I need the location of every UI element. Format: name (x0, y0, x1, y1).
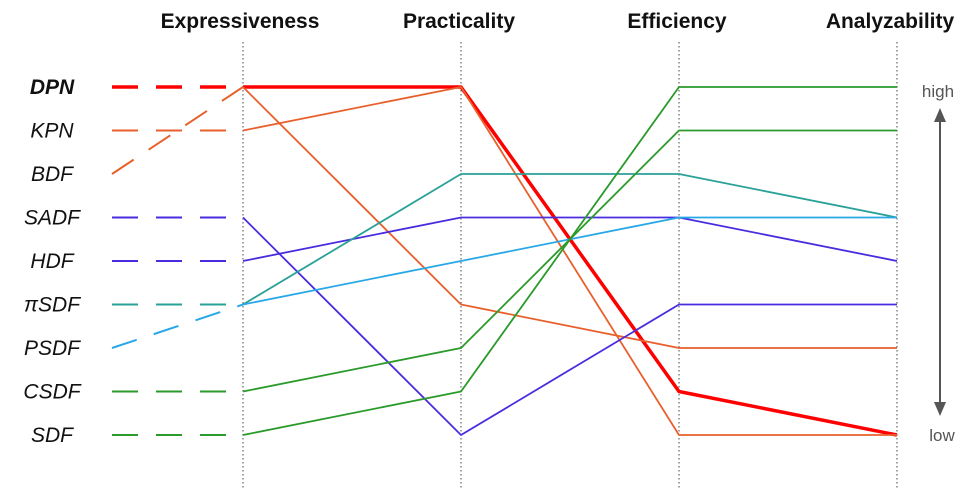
model-label-sdf: SDF (31, 424, 73, 447)
axis-title-expressiveness: Expressiveness (160, 10, 320, 33)
model-label-pisdf: πSDF (23, 293, 81, 317)
axis-title-analyzability: Analyzability (825, 10, 955, 33)
model-line-kpn (243, 87, 897, 435)
model-label-hdf: HDF (30, 250, 74, 273)
axis-lines (243, 42, 897, 488)
legend-dash-psdf (112, 305, 243, 349)
scale-low-label: low (929, 426, 955, 445)
model-label-csdf: CSDF (23, 380, 81, 404)
scale-high-label: high (921, 82, 955, 101)
axis-title-practicality: Practicality (402, 10, 516, 33)
model-label-psdf: PSDF (23, 337, 81, 360)
model-lines (243, 87, 897, 435)
scale-indicator (922, 82, 956, 445)
axis-title-efficiency: Efficiency (627, 10, 727, 33)
legend-dashes (112, 87, 243, 435)
axis-titles (161, 10, 955, 33)
model-label-sadf: SADF (23, 206, 81, 230)
scale-arrow-down-icon (934, 402, 946, 416)
model-label-bdf: BDF (31, 163, 73, 186)
scale-arrow-up-icon (934, 108, 946, 122)
model-labels (23, 76, 81, 447)
model-label-kpn: KPN (30, 119, 74, 143)
model-label-dpn: DPN (29, 76, 75, 99)
